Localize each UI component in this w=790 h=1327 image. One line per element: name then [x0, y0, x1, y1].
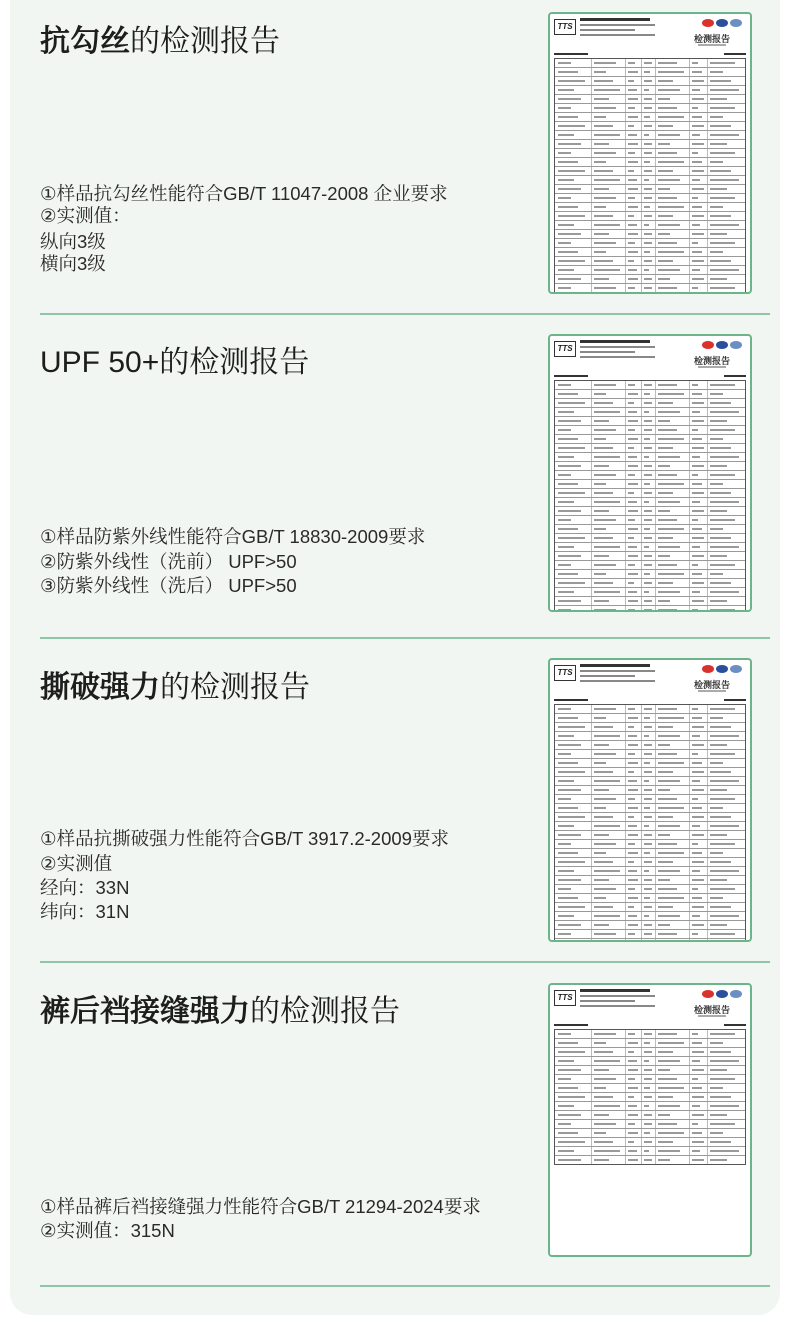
accreditation-badges: [702, 990, 742, 998]
report-table-row: [555, 1093, 745, 1102]
report-table-row: [555, 921, 745, 930]
report-table-row: [555, 885, 745, 894]
title-highlight: 裤后裆接缝强力: [40, 995, 250, 1028]
report-table-row: [555, 462, 745, 471]
title-highlight: 抗勾丝: [40, 25, 130, 58]
company-info: [580, 664, 670, 685]
accreditation-badge-icon: [716, 341, 728, 349]
title-suffix: 的检测报告: [130, 25, 280, 58]
report-table-row: [555, 149, 745, 158]
report-table-row: [555, 840, 745, 849]
report-table-row: [555, 95, 745, 104]
report-table-row: [555, 489, 745, 498]
tts-logo: TTS: [554, 19, 576, 35]
result-line: ②防紫外线性（洗前） UPF>50: [40, 551, 297, 572]
report-table-row: [555, 777, 745, 786]
report-meta-line: [724, 699, 746, 701]
result-line: ②实测值：315N: [40, 1220, 175, 1241]
section-divider: [40, 1285, 770, 1287]
report-table-row: [555, 194, 745, 203]
report-table-row: [555, 930, 745, 939]
report-title: 检测报告: [693, 680, 730, 690]
report-table-row: [555, 167, 745, 176]
report-table-row: [555, 390, 745, 399]
section-divider: [40, 637, 770, 639]
report-table-row: [555, 705, 745, 714]
report-table-row: [555, 804, 745, 813]
result-line: ①样品抗勾丝性能符合GB/T 11047-2008 企业要求: [40, 183, 448, 204]
report-table-row: [555, 131, 745, 140]
report-table: [554, 704, 746, 942]
report-table-row: [555, 435, 745, 444]
report-table-row: [555, 570, 745, 579]
report-meta-line: [554, 375, 588, 377]
section-title: [40, 992, 400, 1032]
report-table-row: [555, 858, 745, 867]
report-table-row: [555, 831, 745, 840]
title-highlight: 撕破强力: [40, 671, 160, 704]
report-table-row: [555, 552, 745, 561]
report-meta-line: [724, 1024, 746, 1026]
report-meta-line: [724, 53, 746, 55]
tts-logo: TTS: [554, 990, 576, 1006]
report-table-row: [555, 257, 745, 266]
report-meta-line: [698, 1015, 726, 1017]
report-header: [550, 985, 750, 1029]
report-table-row: [555, 480, 745, 489]
report-table-row: [555, 266, 745, 275]
report-table-row: [555, 732, 745, 741]
result-line: ①样品防紫外线性能符合GB/T 18830-2009要求: [40, 526, 426, 547]
test-report-image: [548, 658, 752, 942]
report-table-row: [555, 248, 745, 257]
report-table-row: [555, 561, 745, 570]
company-info: [580, 18, 670, 39]
result-line: 经向：33N: [40, 877, 130, 898]
report-table: [554, 58, 746, 294]
report-header: [550, 14, 750, 58]
report-header: [550, 660, 750, 704]
report-table-row: [555, 239, 745, 248]
report-table-row: [555, 588, 745, 597]
report-table-row: [555, 176, 745, 185]
accreditation-badges: [702, 665, 742, 673]
report-table-row: [555, 122, 745, 131]
result-line: ②实测值: [40, 853, 113, 874]
report-table-row: [555, 185, 745, 194]
report-table-row: [555, 1156, 745, 1164]
report-table-row: [555, 507, 745, 516]
accreditation-badge-icon: [716, 665, 728, 673]
tts-logo: TTS: [554, 341, 576, 357]
report-table-row: [555, 1129, 745, 1138]
report-meta-line: [698, 366, 726, 368]
report-table-row: [555, 876, 745, 885]
accreditation-badge-icon: [716, 19, 728, 27]
accreditation-badges: [702, 341, 742, 349]
report-table-row: [555, 158, 745, 167]
report-table-row: [555, 1120, 745, 1129]
report-meta-line: [554, 699, 588, 701]
section-divider: [40, 313, 770, 315]
result-line: 横向3级: [40, 253, 106, 274]
report-table-row: [555, 1138, 745, 1147]
report-table-row: [555, 212, 745, 221]
accreditation-badge-icon: [730, 665, 742, 673]
report-table: [554, 1029, 746, 1165]
report-table-row: [555, 723, 745, 732]
report-meta-line: [554, 53, 588, 55]
section-title: [40, 22, 280, 62]
report-table-row: [555, 1057, 745, 1066]
report-table-row: [555, 516, 745, 525]
report-table-row: [555, 293, 745, 294]
test-report-image: [548, 12, 752, 294]
report-table-row: [555, 426, 745, 435]
report-table-row: [555, 768, 745, 777]
report-meta-line: [554, 1024, 588, 1026]
report-table-row: [555, 1102, 745, 1111]
report-table-row: [555, 822, 745, 831]
report-table-row: [555, 1111, 745, 1120]
report-table-row: [555, 1039, 745, 1048]
report-table-row: [555, 453, 745, 462]
report-table-row: [555, 1030, 745, 1039]
report-table-row: [555, 284, 745, 293]
title-suffix: 的检测报告: [160, 671, 310, 704]
report-table-row: [555, 813, 745, 822]
tts-logo: TTS: [554, 665, 576, 681]
section-title: [40, 668, 310, 708]
company-info: [580, 989, 670, 1010]
accreditation-badge-icon: [730, 341, 742, 349]
accreditation-badge-icon: [702, 990, 714, 998]
result-line: ③防紫外线性（洗后） UPF>50: [40, 575, 297, 596]
report-table-row: [555, 894, 745, 903]
result-line: ①样品抗撕破强力性能符合GB/T 3917.2-2009要求: [40, 828, 449, 849]
report-table-row: [555, 912, 745, 921]
report-table-row: [555, 275, 745, 284]
accreditation-badge-icon: [730, 19, 742, 27]
report-table-row: [555, 786, 745, 795]
section-divider: [40, 961, 770, 963]
report-table-row: [555, 86, 745, 95]
test-report-image: [548, 334, 752, 612]
report-table-row: [555, 939, 745, 942]
test-report-image: [548, 983, 752, 1257]
report-table-row: [555, 221, 745, 230]
report-table-row: [555, 795, 745, 804]
report-table-row: [555, 534, 745, 543]
report-table-row: [555, 140, 745, 149]
report-table-row: [555, 471, 745, 480]
accreditation-badges: [702, 19, 742, 27]
accreditation-badge-icon: [702, 341, 714, 349]
report-table-row: [555, 408, 745, 417]
accreditation-badge-icon: [730, 990, 742, 998]
accreditation-badge-icon: [702, 665, 714, 673]
report-table-row: [555, 399, 745, 408]
report-table-row: [555, 498, 745, 507]
report-meta-line: [698, 690, 726, 692]
report-table-row: [555, 203, 745, 212]
report-table-row: [555, 543, 745, 552]
report-table-row: [555, 444, 745, 453]
report-table-row: [555, 113, 745, 122]
report-table-row: [555, 381, 745, 390]
report-table-row: [555, 903, 745, 912]
report-table-row: [555, 525, 745, 534]
report-table-row: [555, 714, 745, 723]
report-title: 检测报告: [693, 34, 730, 44]
report-header: [550, 336, 750, 380]
report-table: [554, 380, 746, 612]
report-table-row: [555, 579, 745, 588]
report-table-row: [555, 230, 745, 239]
company-info: [580, 340, 670, 361]
report-table-row: [555, 759, 745, 768]
report-table-row: [555, 68, 745, 77]
accreditation-badge-icon: [702, 19, 714, 27]
report-table-row: [555, 1066, 745, 1075]
content-panel: [10, 0, 780, 1315]
report-table-row: [555, 1048, 745, 1057]
report-title: 检测报告: [693, 1005, 730, 1015]
report-table-row: [555, 606, 745, 612]
report-table-row: [555, 741, 745, 750]
report-table-row: [555, 77, 745, 86]
report-table-row: [555, 417, 745, 426]
report-table-row: [555, 1084, 745, 1093]
result-line: 纵向3级: [40, 231, 106, 252]
result-line: ①样品裤后裆接缝强力性能符合GB/T 21294-2024要求: [40, 1196, 481, 1217]
accreditation-badge-icon: [716, 990, 728, 998]
report-table-row: [555, 1147, 745, 1156]
result-line: ②实测值：: [40, 205, 131, 226]
report-table-row: [555, 750, 745, 759]
report-meta-line: [698, 44, 726, 46]
report-table-row: [555, 104, 745, 113]
title-suffix: UPF 50+的检测报告: [40, 346, 310, 379]
result-line: 纬向：31N: [40, 901, 130, 922]
title-suffix: 的检测报告: [250, 995, 400, 1028]
report-title: 检测报告: [693, 356, 730, 366]
report-table-row: [555, 597, 745, 606]
section-title: [40, 343, 309, 383]
report-table-row: [555, 59, 745, 68]
report-meta-line: [724, 375, 746, 377]
report-table-row: [555, 1075, 745, 1084]
report-table-row: [555, 849, 745, 858]
report-table-row: [555, 867, 745, 876]
